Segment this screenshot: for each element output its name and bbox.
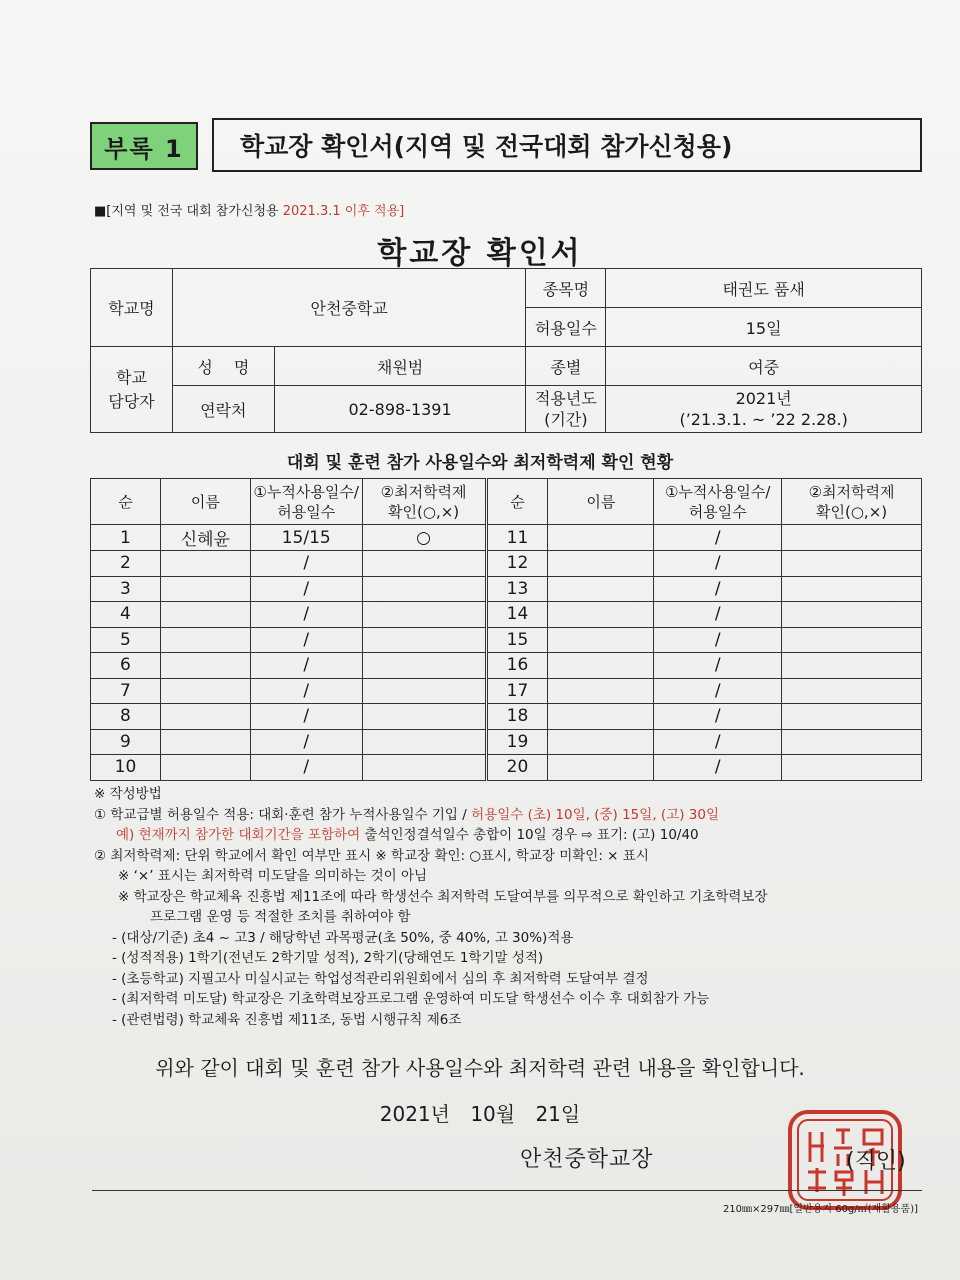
row-no: 18 xyxy=(486,704,548,730)
table-header-row xyxy=(91,479,922,525)
note-1-cont xyxy=(94,825,934,846)
row-name xyxy=(160,755,250,781)
note-2: ② 최저학력제: 단위 학교에서 확인 여부만 표시 ※ 학교장 확인: ○표시, 학교장 미확인: × 표시 xyxy=(94,847,649,864)
name-label: 성 명 xyxy=(172,347,274,386)
header-title: 학교장 확인서(지역 및 전국대회 참가신청용) xyxy=(212,118,922,172)
row-name xyxy=(548,678,654,704)
row-check xyxy=(782,729,922,755)
row-no: 4 xyxy=(91,602,161,628)
row-check xyxy=(782,704,922,730)
row-no: 16 xyxy=(486,653,548,679)
note-1-text: ① 학교급별 허용일수 적용: 대회·훈련 참가 누적사용일수 기입 / xyxy=(94,806,472,823)
row-days: / xyxy=(654,627,782,653)
row-name xyxy=(548,602,654,628)
row-no: 9 xyxy=(91,729,161,755)
note-1-cont-red: 예) 현재까지 참가한 대회기간을 포함하여 xyxy=(116,827,361,843)
row-days: / xyxy=(250,551,362,577)
row-check xyxy=(362,627,486,653)
row-check xyxy=(782,525,922,551)
note-4: ※ 학교장은 학교체육 진흥법 제11조에 따라 학생선수 최저학력 도달여부를 의무적으로 확인하고 기초학력보장 xyxy=(118,888,768,905)
table-row xyxy=(91,704,922,730)
row-check xyxy=(782,576,922,602)
row-check xyxy=(362,602,486,628)
row-no: 14 xyxy=(486,602,548,628)
row-no: 8 xyxy=(91,704,161,730)
note-9: - (최저학력 미도달) 학교장은 기초학력보장프로그램 운영하여 미도달 학생선수 이수 후 대회참가 가능 xyxy=(112,991,710,1007)
row-days: / xyxy=(654,755,782,781)
row-no: 10 xyxy=(91,755,161,781)
seal-note: (직인) xyxy=(846,1149,906,1174)
row-no: 2 xyxy=(91,551,161,577)
principal-name: 안천중학교장 xyxy=(520,1147,654,1172)
row-name xyxy=(548,755,654,781)
row-check xyxy=(362,551,486,577)
doc-title: 학교장 확인서 xyxy=(377,236,583,271)
row-days: / xyxy=(654,576,782,602)
row-days: / xyxy=(250,602,362,628)
school-value: 안천중학교 xyxy=(172,269,526,347)
row-days: / xyxy=(654,602,782,628)
division-value: 여중 xyxy=(606,347,922,386)
row-name xyxy=(160,704,250,730)
note-7: - (성적적용) 1학기(전년도 2학기말 성적), 2학기(당해연도 1학기말 성적) xyxy=(112,950,544,966)
subtitle xyxy=(94,200,404,219)
header-name: 이름 xyxy=(548,479,654,525)
contact-value: 02-898-1391 xyxy=(274,386,526,433)
row-name xyxy=(548,551,654,577)
row-days: / xyxy=(250,678,362,704)
event-value: 태권도 품새 xyxy=(606,269,922,308)
header-check: ②최저학력제 확인(○,×) xyxy=(362,479,486,525)
school-label: 학교명 xyxy=(91,269,173,347)
row-check xyxy=(362,755,486,781)
divider xyxy=(92,1190,922,1191)
confirmation-statement: 위와 같이 대회 및 훈련 참가 사용일수와 최저학력 관련 내용을 확인합니다. xyxy=(155,1056,805,1080)
note-1-cont-text: 출석인정결석일수 총합이 10일 경우 ⇨ 표기: (고) 10/40 xyxy=(360,827,699,843)
table-row xyxy=(91,525,922,551)
row-name xyxy=(160,678,250,704)
table-row xyxy=(91,729,922,755)
allowed-value: 15일 xyxy=(606,308,922,347)
row-no: 17 xyxy=(486,678,548,704)
contact-label: 연락처 xyxy=(172,386,274,433)
note-5: 프로그램 운영 등 적절한 조치를 취하여야 함 xyxy=(150,909,411,925)
row-check xyxy=(782,602,922,628)
row-days: / xyxy=(654,678,782,704)
manager-label: 학교 담당자 xyxy=(91,347,173,433)
row-no: 3 xyxy=(91,576,161,602)
row-check xyxy=(782,653,922,679)
row-days: / xyxy=(250,755,362,781)
row-name xyxy=(160,653,250,679)
header-days: ①누적사용일수/ 허용일수 xyxy=(654,479,782,525)
row-name xyxy=(160,576,250,602)
notes-heading: ※ 작성방법 xyxy=(94,786,162,802)
row-no: 11 xyxy=(486,525,548,551)
header-no: 순 xyxy=(91,479,161,525)
row-days: / xyxy=(654,704,782,730)
year-label: 적용년도 (기간) xyxy=(526,386,606,433)
header-name: 이름 xyxy=(160,479,250,525)
table-row xyxy=(91,678,922,704)
row-name xyxy=(548,525,654,551)
row-days: / xyxy=(654,525,782,551)
row-check xyxy=(362,729,486,755)
section-title: 대회 및 훈련 참가 사용일수와 최저학력제 확인 현황 xyxy=(286,453,674,473)
header-no: 순 xyxy=(486,479,548,525)
row-name xyxy=(160,602,250,628)
row-no: 15 xyxy=(486,627,548,653)
division-label: 종별 xyxy=(526,347,606,386)
table-row xyxy=(91,627,922,653)
row-days: / xyxy=(250,576,362,602)
row-no: 1 xyxy=(91,525,161,551)
row-name: 신혜윤 xyxy=(160,525,250,551)
row-check xyxy=(782,627,922,653)
paper-spec: 210㎜×297㎜[일반용지 60g/㎡(재활용품)] xyxy=(722,1204,918,1215)
year-value: 2021년 (’21.3.1. ~ ’22 2.28.) xyxy=(606,386,922,433)
note-1-red: 허용일수 (초) 10일, (중) 15일, (고) 30일 xyxy=(471,806,719,823)
row-no: 19 xyxy=(486,729,548,755)
row-days: / xyxy=(654,551,782,577)
subtitle-prefix: ■[지역 및 전국 대회 참가신청용 xyxy=(94,204,279,219)
row-days: / xyxy=(250,704,362,730)
row-check xyxy=(362,704,486,730)
row-no: 13 xyxy=(486,576,548,602)
row-name xyxy=(548,729,654,755)
row-days: / xyxy=(654,653,782,679)
appendix-tag: 부록 1 xyxy=(90,122,198,170)
row-no: 12 xyxy=(486,551,548,577)
row-name xyxy=(548,653,654,679)
row-name xyxy=(548,576,654,602)
header-check: ②최저학력제 확인(○,×) xyxy=(782,479,922,525)
row-days: / xyxy=(250,653,362,679)
row-check xyxy=(362,653,486,679)
row-days: / xyxy=(250,627,362,653)
note-8: - (초등학교) 지필고사 미실시교는 학업성적관리위원회에서 심의 후 최저학력 도달여부 결정 xyxy=(112,970,649,987)
table-row xyxy=(91,755,922,781)
row-days: 15/15 xyxy=(250,525,362,551)
instructions xyxy=(94,784,934,1030)
row-check: ○ xyxy=(362,525,486,551)
row-check xyxy=(782,755,922,781)
subtitle-date: 2021.3.1 이후 적용] xyxy=(282,204,405,219)
row-check xyxy=(782,551,922,577)
row-name xyxy=(160,551,250,577)
row-days: / xyxy=(654,729,782,755)
event-label: 종목명 xyxy=(526,269,606,308)
row-name xyxy=(548,627,654,653)
row-name xyxy=(160,627,250,653)
note-6: - (대상/기준) 초4 ~ 고3 / 해당학년 과목평균(초 50%, 중 40%, 고 30%)적용 xyxy=(112,929,574,946)
allowed-label: 허용일수 xyxy=(526,308,606,347)
row-days: / xyxy=(250,729,362,755)
note-10: - (관련법령) 학교체육 진흥법 제11조, 동법 시행규칙 제6조 xyxy=(112,1011,462,1028)
usage-table xyxy=(90,478,922,781)
name-value: 채원범 xyxy=(274,347,526,386)
row-check xyxy=(362,576,486,602)
table-row xyxy=(91,602,922,628)
note-1 xyxy=(94,805,934,826)
row-no: 6 xyxy=(91,653,161,679)
info-table xyxy=(90,268,922,433)
note-3: ※ ‘×’ 표시는 최저학력 미도달을 의미하는 것이 아님 xyxy=(118,868,428,884)
table-row xyxy=(91,653,922,679)
header-days: ①누적사용일수/ 허용일수 xyxy=(250,479,362,525)
row-name xyxy=(160,729,250,755)
issue-date: 2021년 10월 21일 xyxy=(379,1102,581,1126)
row-no: 7 xyxy=(91,678,161,704)
table-row xyxy=(91,576,922,602)
row-name xyxy=(548,704,654,730)
row-no: 5 xyxy=(91,627,161,653)
table-row xyxy=(91,551,922,577)
row-no: 20 xyxy=(486,755,548,781)
row-check xyxy=(362,678,486,704)
row-check xyxy=(782,678,922,704)
